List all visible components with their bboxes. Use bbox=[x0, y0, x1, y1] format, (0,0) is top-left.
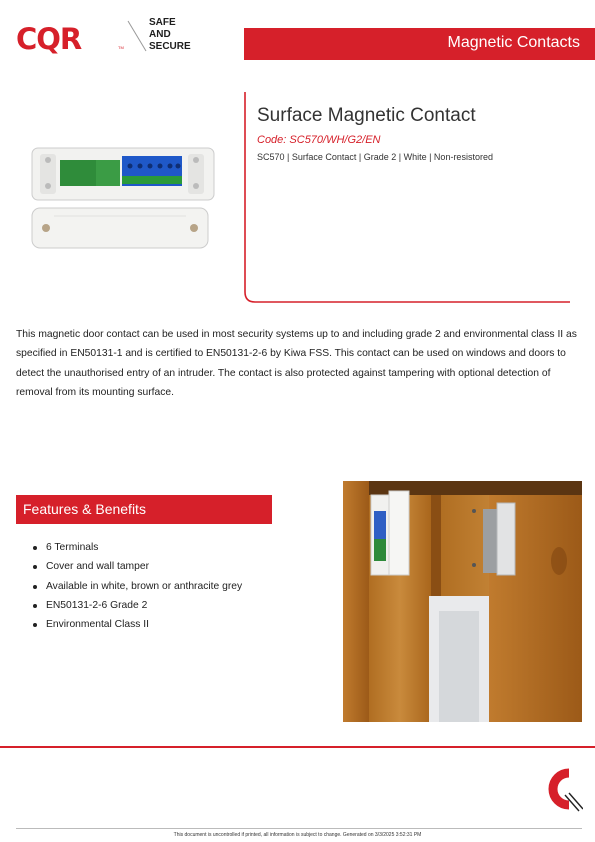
features-list bbox=[30, 538, 242, 634]
product-spec: SC570 | Surface Contact | Grade 2 | White | Non-resistored bbox=[257, 152, 493, 162]
features-heading bbox=[16, 495, 272, 524]
feature-item: 6 Terminals bbox=[30, 538, 242, 557]
category-title: Magnetic Contacts bbox=[447, 34, 580, 51]
brand-name: CQR bbox=[16, 22, 82, 56]
footer-divider bbox=[0, 746, 595, 748]
feature-item: Available in white, brown or anthracite grey bbox=[30, 577, 242, 596]
feature-item: Environmental Class II bbox=[30, 615, 242, 634]
feature-item: EN50131-2-6 Grade 2 bbox=[30, 596, 242, 615]
installation-photo bbox=[343, 481, 582, 722]
brand-trademark: TM bbox=[118, 45, 124, 50]
product-code: Code: SC570/WH/G2/EN bbox=[257, 134, 381, 146]
feature-item: Cover and wall tamper bbox=[30, 557, 242, 576]
brand-logo bbox=[16, 18, 206, 58]
product-header bbox=[244, 92, 570, 304]
product-description: This magnetic door contact can be used in most security systems up to and including grade 2 and environmental class II as specified in EN50131-1 and is certified to EN50131-2-6 by Kiwa FSS. This contact can be used on windows and doors to detect the unauthorised entry of an intruder. The contact is also protected against tampering with optional detection of removal from its mounting surface. bbox=[16, 329, 577, 398]
logo-slash-icon bbox=[124, 18, 148, 54]
cqr-mark-icon bbox=[539, 765, 583, 813]
footer-rule bbox=[16, 828, 582, 829]
brand-tagline bbox=[149, 17, 191, 53]
footer-disclaimer: This document is uncontrolled if printed, all information is subject to change. Generated on 3/3/2025 3:52:31 PM bbox=[173, 832, 422, 838]
tagline-line-3: SECURE bbox=[149, 41, 191, 52]
tagline-line-1: SAFE bbox=[149, 17, 176, 28]
features-heading-label: Features & Benefits bbox=[23, 501, 146, 517]
category-banner bbox=[244, 28, 595, 60]
tagline-line-2: AND bbox=[149, 29, 171, 40]
product-title: Surface Magnetic Contact bbox=[257, 105, 476, 126]
product-photo bbox=[30, 146, 220, 252]
